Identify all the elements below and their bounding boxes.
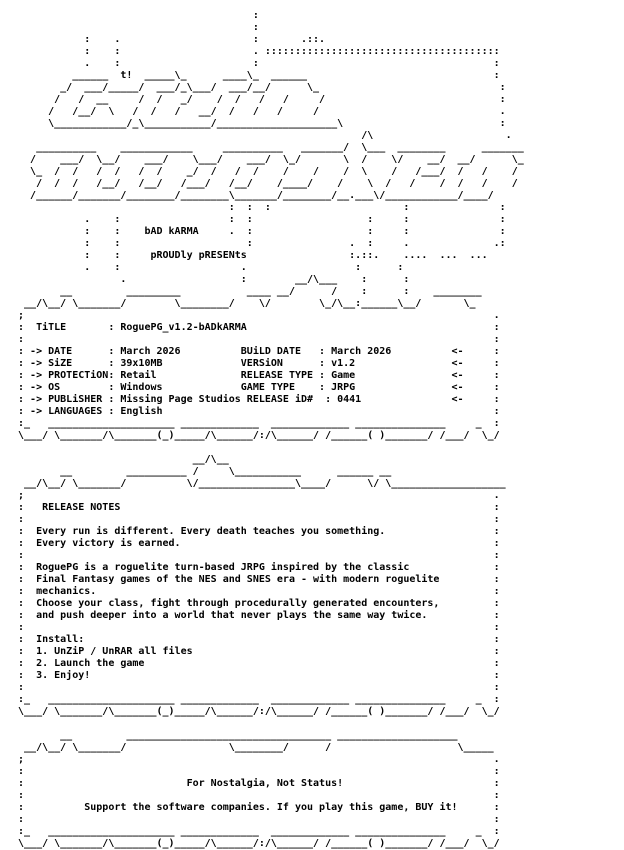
nfo-art-text: : : : . : .::. : : . ::::::::::::::::::::::::::::::::::::::: . : : : ______ t! _____\_ ____\_ ______ : _/ ___/_____/ ___/_\___/ ___/__/ \_ : / / __ / / _/ / / / / / : / /__/ \ / / / __/ / / / / . \____________/_\___________/____________________\ : /\ . __________ ____________ __________ _______/ \___ ________ _______ / ___/ \__/ ___/ \___/ ___/ \_/ \ / \/ __/ __/ \_ \_ / / / / / / _/ / / / / / / \ / /___/ / / / / / / /__/ /__/ /___/ /__/ /____/ / \ / / / / / / /______/_______/________/________\_______/________/__.___\/____________/____/ : : : : : . : : : : : : : : bAD kARMA . : : : : : : : . : . .: : : pROUDly pRESENts :.::. .... ... ... . : . : : . : __/\___ : : __ _________ ____ __/ / : : ________ __/\__/ \_______/ \________/ \/ \_/\__:______\__/ \_ ; . : TiTLE : RoguePG_v1.2-bADkARMA : : : : -> DATE : March 2026 BUiLD DATE : March 2026 <- : : -> SiZE : 39x10MB VERSiON : v1.2 <- : : -> PROTECTiON: Retail RELEASE TYPE : Game <- : : -> OS : Windows GAME TYPE : JRPG <- : : -> PUBLiSHER : Missing Page Studios RELEASE iD# : 0441 <- : : -> LANGUAGES : English : :_ _____________________ _____________ _____________ _______________ _ : \___/ \_______/\_______(_)_____/\______/:/\______/ /______( )_______/ /___/ \_/ __/\__ __ __________ / \___________ ______ __ __/\__/ \_______/ \/________________\____/ \/ \___________________ ; . : RELEASE NOTES : : : : Every run is different. Every death teaches you something. : : Every victory is earned. : : : : RoguePG is a roguelite turn-based JRPG inspired by the classic : : Final Fantasy games of the NES and SNES era - with modern roguelite : : mechanics. : : Choose your class, fight through procedurally generated encounters, : : and push deeper into a world that never plays the same way twice. : : : : Install: : : 1. UnZiP / UnRAR all files : : 2. Launch the game : : 3. Enjoy! : : : :_ _____________________ _____________ _____________ _______________ _ : \___/ \_______/\_______(_)_____/\______/:/\______/ /______( )_______/ /___/ \_/ __ __________________________________ ____________________ __/\__/ \_______/ \________/ / \_____ ; . : : : For Nostalgia, Not Status! : : : : Support the software companies. If you play this game, BUY it! : : : :_ _____________________ _____________ _____________ _______________ _ : \___/ \_______/\_______(_)_____/\______/:/\______/ /______( )_______/ /___/ \_/ (18, 10, 524, 849)
